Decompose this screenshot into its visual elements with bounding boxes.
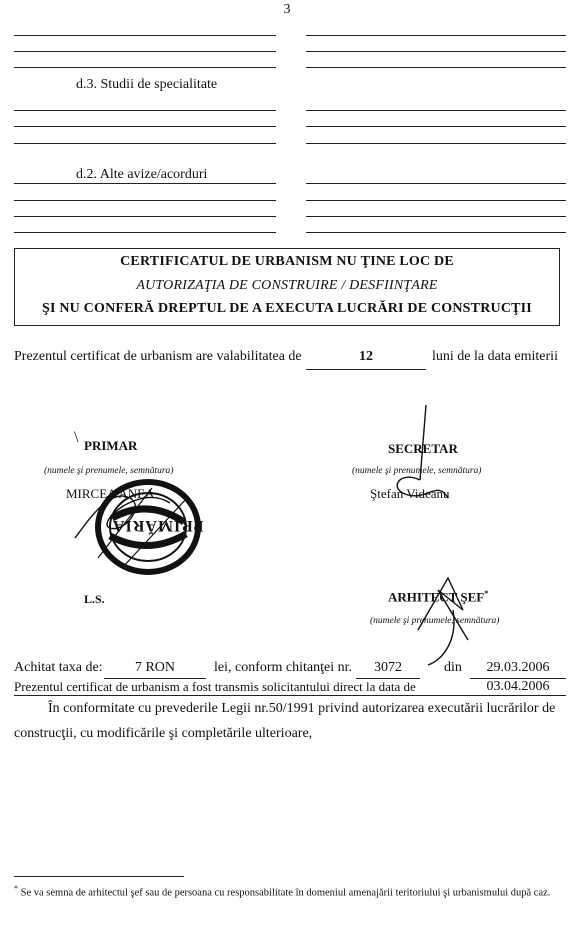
primar-title: PRIMAR	[84, 438, 138, 453]
validity-underline	[306, 369, 426, 370]
footnote-text: Se va semna de arhitectul şef sau de persoana cu responsabilitate în domeniul amenajării teritoriului şi urbanismului după caz.	[20, 887, 551, 899]
section-d3-label: d.3. Studii de specialitate	[76, 77, 218, 92]
primar-name: MIRCEA ANEA	[66, 486, 155, 501]
primar-block	[74, 429, 138, 455]
section-d2-label: d.2. Alte avize/acorduri	[76, 167, 208, 182]
arhitect-star: *	[484, 589, 489, 598]
secretar-subtitle: (numele şi prenumele, semnătura)	[352, 466, 482, 476]
primar-subtitle: (numele şi prenumele, semnătura)	[44, 466, 174, 476]
page-number: 3	[283, 2, 291, 17]
transmitted-date: 03.04.2006	[486, 679, 550, 694]
notice-line-1: CERTIFICATUL DE URBANISM NU ŢINE LOC DE	[120, 254, 454, 269]
validity-prefix: Prezentul certificat de urbanism are valabilitatea de	[14, 349, 302, 364]
arhitect-title-text: ARHITECT ŞEF	[388, 589, 485, 605]
payment-label-din: din	[444, 660, 462, 675]
notice-line-2: AUTORIZAŢIA DE CONSTRUIRE / DESFIINŢARE	[136, 278, 438, 293]
secretar-name: Ştefan Videanu	[370, 486, 450, 501]
conformity-line-1: În conformitate cu prevederile Legii nr.50/1991 privind autorizarea executării lucrărilor de	[48, 701, 556, 716]
validity-suffix: luni de la data emiterii	[432, 349, 558, 364]
payment-amount: 7 RON	[134, 660, 176, 675]
secretar-signature	[378, 400, 468, 515]
primar-signature	[70, 478, 190, 553]
footnote-marker: *	[14, 884, 18, 893]
ls-label: L.S.	[84, 592, 105, 606]
secretar-title: SECRETAR	[388, 441, 458, 456]
footnote	[14, 880, 566, 902]
validity-months: 12	[359, 349, 373, 364]
stamp-text: PRIMĂRIA	[112, 517, 204, 534]
primar-check-mark: \	[74, 429, 79, 446]
footnote-separator	[14, 876, 184, 877]
arhitect-subtitle: (numele şi prenumele, semnătura)	[370, 616, 500, 626]
conformity-line-2: construcţii, cu modificările şi completările ulterioare,	[14, 726, 313, 741]
payment-label-lei: lei, conform chitanţei nr.	[214, 660, 353, 675]
payment-receipt-no: 3072	[374, 660, 402, 675]
payment-receipt-date: 29.03.2006	[486, 660, 550, 675]
transmitted-text: Prezentul certificat de urbanism a fost transmis solicitantului direct la data de	[14, 679, 416, 694]
payment-label-taxa: Achitat taxa de:	[14, 660, 103, 675]
notice-line-3: ŞI NU CONFERĂ DREPTUL DE A EXECUTA LUCRĂRI DE CONSTRUCŢII	[42, 301, 532, 316]
notice-box	[14, 248, 560, 326]
